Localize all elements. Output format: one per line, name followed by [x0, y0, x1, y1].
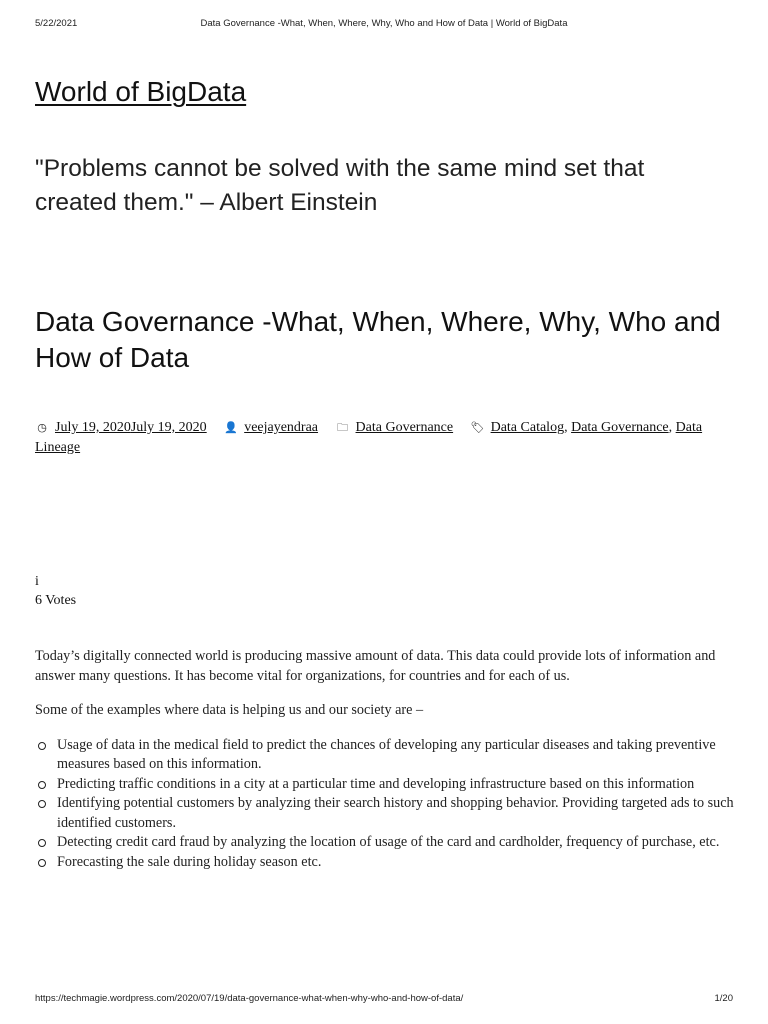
paragraph: Some of the examples where data is helping us and our society are –: [35, 702, 424, 718]
print-page-number: 1/20: [714, 993, 733, 1004]
list-item-text: Predicting traffic conditions in a city at a particular time and developing infrastructure based on this information: [57, 775, 695, 792]
post-category: [336, 420, 454, 435]
clock-icon: ◷: [37, 421, 47, 434]
list-item-text: Identifying potential customers by analyzing their search history and shopping behavior. Providing targeted ads to such identified customers.: [57, 795, 734, 831]
list-item: [57, 794, 735, 833]
bullet-icon: [38, 859, 46, 867]
folder-icon: 🗀: [337, 421, 349, 434]
print-page-title: Data Governance -What, When, Where, Why, Who and How of Data | World of BigData: [200, 18, 568, 29]
bullet-icon: [38, 800, 46, 808]
list-item-text: Forecasting the sale during holiday season etc.: [57, 853, 322, 870]
tag-link[interactable]: Data Governance: [571, 420, 669, 435]
list-item-text: Usage of data in the medical field to predict the chances of developing any particular diseases and taking preventive measures based on this information.: [57, 736, 716, 772]
site-title-link[interactable]: World of BigData: [35, 76, 247, 107]
print-date: 5/22/2021: [35, 18, 78, 29]
post-date-link[interactable]: [55, 420, 207, 435]
list-item-text: Detecting credit card fraud by analyzing the location of usage of the card and cardholder, frequency of purchase, etc.: [57, 834, 720, 850]
tag-link[interactable]: Data Catalog: [490, 420, 565, 435]
list-item: [57, 853, 735, 873]
tag-link[interactable]: Data Lineage: [35, 420, 703, 455]
published-date: July 19, 2020: [55, 420, 131, 435]
post-meta: [35, 418, 725, 458]
print-url: https://techmagie.wordpress.com/2020/07/19/data-governance-what-when-why-who-and-how-of-data/: [35, 993, 464, 1004]
list-item: [57, 775, 735, 795]
list-item: [57, 736, 735, 775]
bullet-icon: [38, 781, 46, 789]
category-link[interactable]: Data Governance: [355, 420, 454, 435]
bullet-icon: [38, 839, 46, 847]
author-link[interactable]: veejayendraa: [244, 420, 319, 435]
bullet-icon: [38, 742, 46, 750]
post-author: [224, 420, 318, 435]
paragraph: Today’s digitally connected world is producing massive amount of data. This data could provide lots of information and answer many questions. It has become vital for organizations, for countries and for each of us.: [35, 648, 716, 684]
rating-votes: 6 Votes: [35, 593, 77, 608]
print-footer: [35, 993, 733, 1004]
rating-indicator[interactable]: i: [35, 574, 39, 589]
tag-icon: 🏷: [470, 421, 485, 434]
post-date: [35, 420, 207, 435]
site-tagline: "Problems cannot be solved with the same mind set that created them." – Albert Einstein: [35, 155, 645, 216]
print-header: [35, 18, 733, 29]
updated-date: July 19, 2020: [130, 420, 207, 435]
post-title: Data Governance -What, When, Where, Why, Who and How of Data: [35, 306, 721, 373]
user-icon: 👤: [224, 421, 239, 434]
post-content: [35, 647, 735, 872]
post-tags: 🏷 Data Catalog, Data Governance, Data Lineage: [35, 420, 703, 455]
examples-list: [35, 736, 735, 873]
list-item: [57, 833, 735, 853]
